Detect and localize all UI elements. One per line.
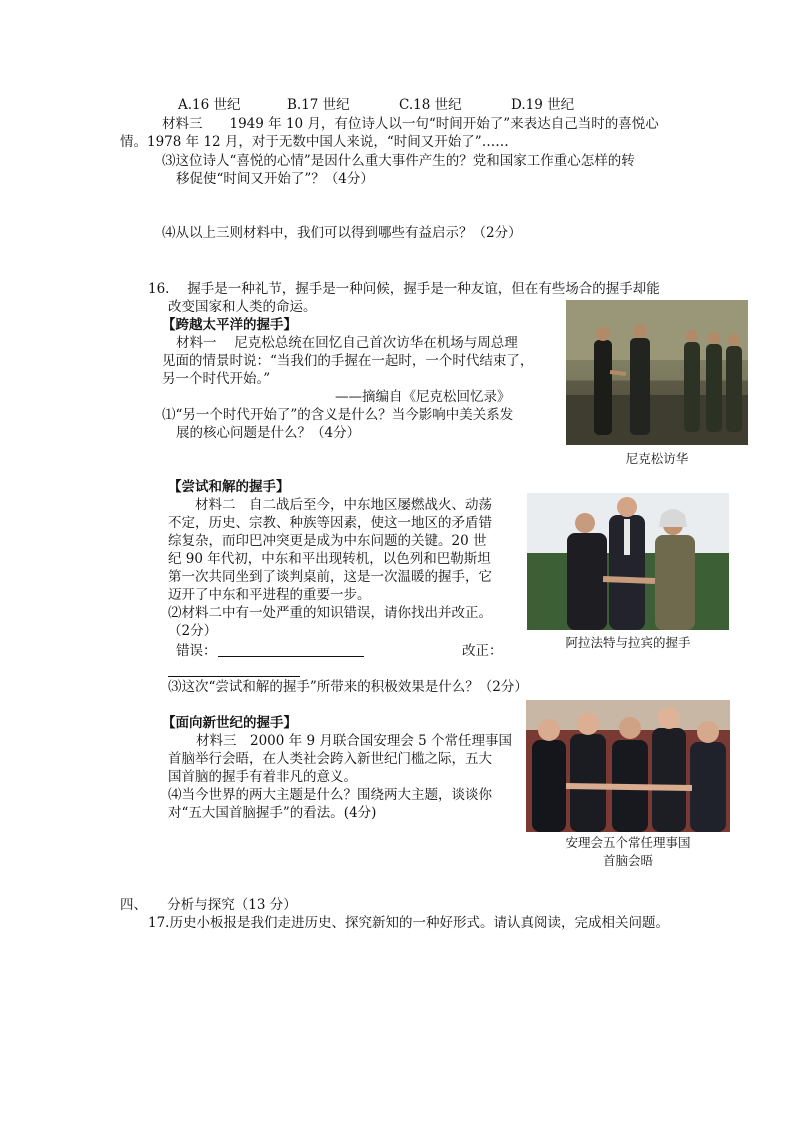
material2-line6: 迈开了中东和平进程的重要一步。: [168, 587, 371, 603]
q16-2-line2: （2分）: [168, 623, 218, 639]
material2-line3: 综复杂，而印巴冲突更是成为中东问题的关键。20 世: [168, 533, 487, 549]
material3b-line1: 材料三 2000 年 9 月联合国安理会 5 个常任理事国: [196, 733, 512, 749]
section-title-reconcile: 【尝试和解的握手】: [168, 479, 290, 495]
q15-3-line1: ⑶这位诗人“喜悦的心情”是因什么重大事件产生的？党和国家工作重心怎样的转: [162, 153, 635, 169]
q16-2-error-label: 错误：: [176, 643, 217, 659]
q16-1-line2: 展的核心问题是什么？（4分）: [176, 425, 361, 441]
material3-line1: 材料三 1949 年 10 月，有位诗人以一句“时间开始了”来表达自己当时的喜悦心: [162, 116, 659, 132]
q16-intro-line2: 改变国家和人类的命运。: [168, 299, 317, 315]
material1-line1: 材料一 尼克松总统在回忆自己首次访华在机场与周总理: [176, 335, 518, 351]
material1-line2: 见面的情景时说：“当我们的手握在一起时，一个时代结束了，: [162, 353, 534, 369]
material1-source: ——摘编自《尼克松回忆录》: [335, 389, 511, 405]
material2-line5: 第一次共同坐到了谈判桌前，这是一次温暖的握手，它: [168, 569, 492, 585]
option-c: C.18 世纪: [399, 97, 462, 113]
q16-intro-line1: 16. 握手是一种礼节，握手是一种问候，握手是一种友谊，但在有些场合的握手却能: [148, 281, 660, 297]
q16-3: ⑶这次“尝试和解的握手”所带来的积极效果是什么？（2分）: [168, 679, 528, 695]
q16-4-line1: ⑷当今世界的两大主题是什么？围绕两大主题，谈谈你: [168, 787, 492, 803]
option-d: D.19 世纪: [511, 97, 575, 113]
fix-answer-line[interactable]: [168, 676, 300, 677]
material1-line3: 另一个时代开始。”: [162, 371, 271, 387]
error-answer-line[interactable]: [218, 656, 364, 657]
q17-prompt: 17.历史小板报是我们走进历史、探究新知的一种好形式。请认真阅读，完成相关问题。: [148, 915, 669, 931]
option-b: B.17 世纪: [287, 97, 350, 113]
q16-2-line1: ⑵材料二中有一处严重的知识错误，请你找出并改正。: [168, 605, 492, 621]
q15-3-line2: 移促使“时间又开始了”？（4分）: [176, 171, 374, 187]
material3b-line2: 首脑举行会晤，在人类社会跨入新世纪门槛之际，五大: [168, 751, 492, 767]
photo-nixon-visit: [566, 300, 748, 445]
part4-heading: 四、 分析与探究（13 分）: [120, 897, 297, 913]
photo-nixon-caption: 尼克松访华: [625, 451, 689, 466]
material2-line1: 材料二 自二战后至今，中东地区屡燃战火、动荡: [195, 497, 492, 513]
section-title-new-century: 【面向新世纪的握手】: [162, 715, 297, 731]
photo-arafat-caption: 阿拉法特与拉宾的握手: [565, 635, 691, 650]
section-title-pacific: 【跨越太平洋的握手】: [162, 317, 297, 333]
material3-line2: 情。1978 年 12 月，对于无数中国人来说，“时间又开始了”……: [120, 134, 509, 150]
photo-security-caption-line2: 首脑会晤: [602, 853, 653, 868]
material3b-line3: 国首脑的握手有着非凡的意义。: [168, 769, 357, 785]
material2-line4: 纪 90 年代初，中东和平出现转机，以色列和巴勒斯坦: [168, 551, 491, 567]
photo-security-council: [526, 700, 730, 832]
q16-1-line1: ⑴“另一个时代开始了”的含义是什么？当今影响中美关系发: [162, 407, 514, 423]
photo-security-caption-line1: 安理会五个常任理事国: [565, 835, 691, 850]
q16-2-fix-label: 改正：: [462, 643, 503, 659]
option-a: A.16 世纪: [178, 97, 241, 113]
q15-4: ⑷从以上三则材料中，我们可以得到哪些有益启示？（2分）: [162, 225, 522, 241]
photo-arafat-rabin: [527, 493, 729, 630]
material2-line2: 不定，历史、宗教、种族等因素，使这一地区的矛盾错: [168, 515, 492, 531]
q16-4-line2: 对“五大国首脑握手”的看法。(4分): [168, 805, 377, 821]
